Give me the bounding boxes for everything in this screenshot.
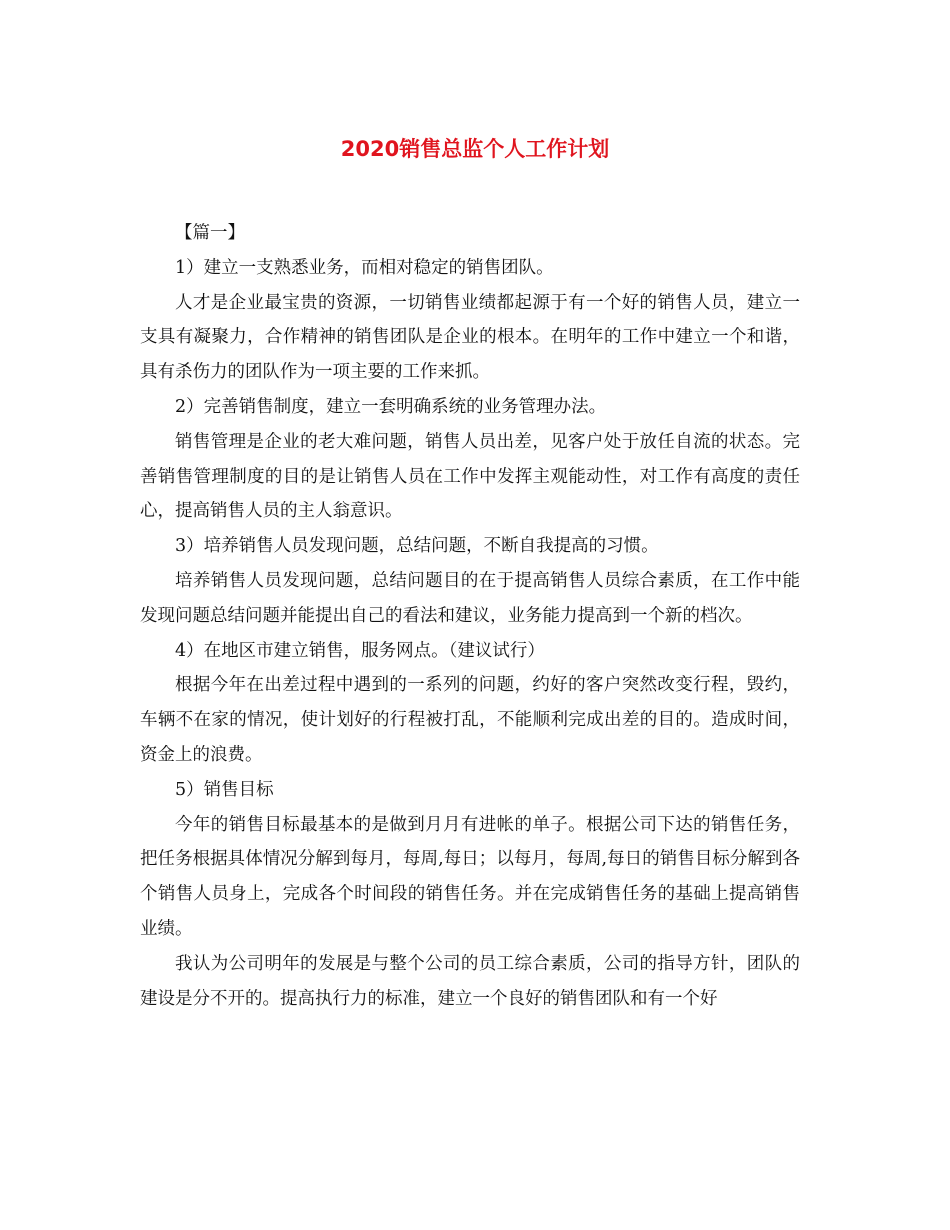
- paragraph-heading-2: 2）完善销售制度，建立一套明确系统的业务管理办法。: [175, 396, 607, 417]
- section-label: 【篇一】: [175, 223, 245, 243]
- paragraph-body-4: 根据今年在出差过程中遇到的一系列的问题，约好的客户突然改变行程，毁约，车辆不在家的情况，使计划好的行程被打乱，不能顺利完成出差的目的。造成时间，资金上的浪费。: [140, 675, 800, 765]
- paragraph-heading-3: 3）培养销售人员发现问题，总结问题，不断自我提高的习惯。: [175, 536, 659, 557]
- document-title: 2020销售总监个人工作计划: [340, 137, 610, 161]
- paragraph-body-5: 今年的销售目标最基本的是做到月月有进帐的单子。根据公司下达的销售任务，把任务根据具体情况分解到每月，每周,每日；以每月，每周,每日的销售目标分解到各个销售人员身上，完成各个时间段的销售任务。并在完成销售任务的基础上提高销售业绩。: [140, 814, 800, 939]
- paragraph-body-2: 销售管理是企业的老大难问题，销售人员出差，见客户处于放任自流的状态。完善销售管理制度的目的是让销售人员在工作中发挥主观能动性，对工作有高度的责任心，提高销售人员的主人翁意识。: [140, 431, 800, 522]
- paragraph-heading-5: 5）销售目标: [175, 779, 274, 800]
- paragraph-body-3: 培养销售人员发现问题，总结问题目的在于提高销售人员综合素质，在工作中能发现问题总结问题并能提出自己的看法和建议，业务能力提高到一个新的档次。: [140, 570, 800, 626]
- paragraph-body-1: 人才是企业最宝贵的资源，一切销售业绩都起源于有一个好的销售人员，建立一支具有凝聚力，合作精神的销售团队是企业的根本。在明年的工作中建立一个和谐，具有杀伤力的团队作为一项主要的工作来抓。: [140, 292, 800, 383]
- document-body: [140, 216, 800, 1016]
- paragraph-heading-4: 4）在地区市建立销售，服务网点。（建议试行）: [175, 640, 545, 661]
- paragraph-heading-1: 1）建立一支熟悉业务，而相对稳定的销售团队。: [175, 257, 554, 278]
- paragraph-body-6: 我认为公司明年的发展是与整个公司的员工综合素质，公司的指导方针，团队的建设是分不开的。提高执行力的标准，建立一个良好的销售团队和有一个好: [140, 953, 800, 1009]
